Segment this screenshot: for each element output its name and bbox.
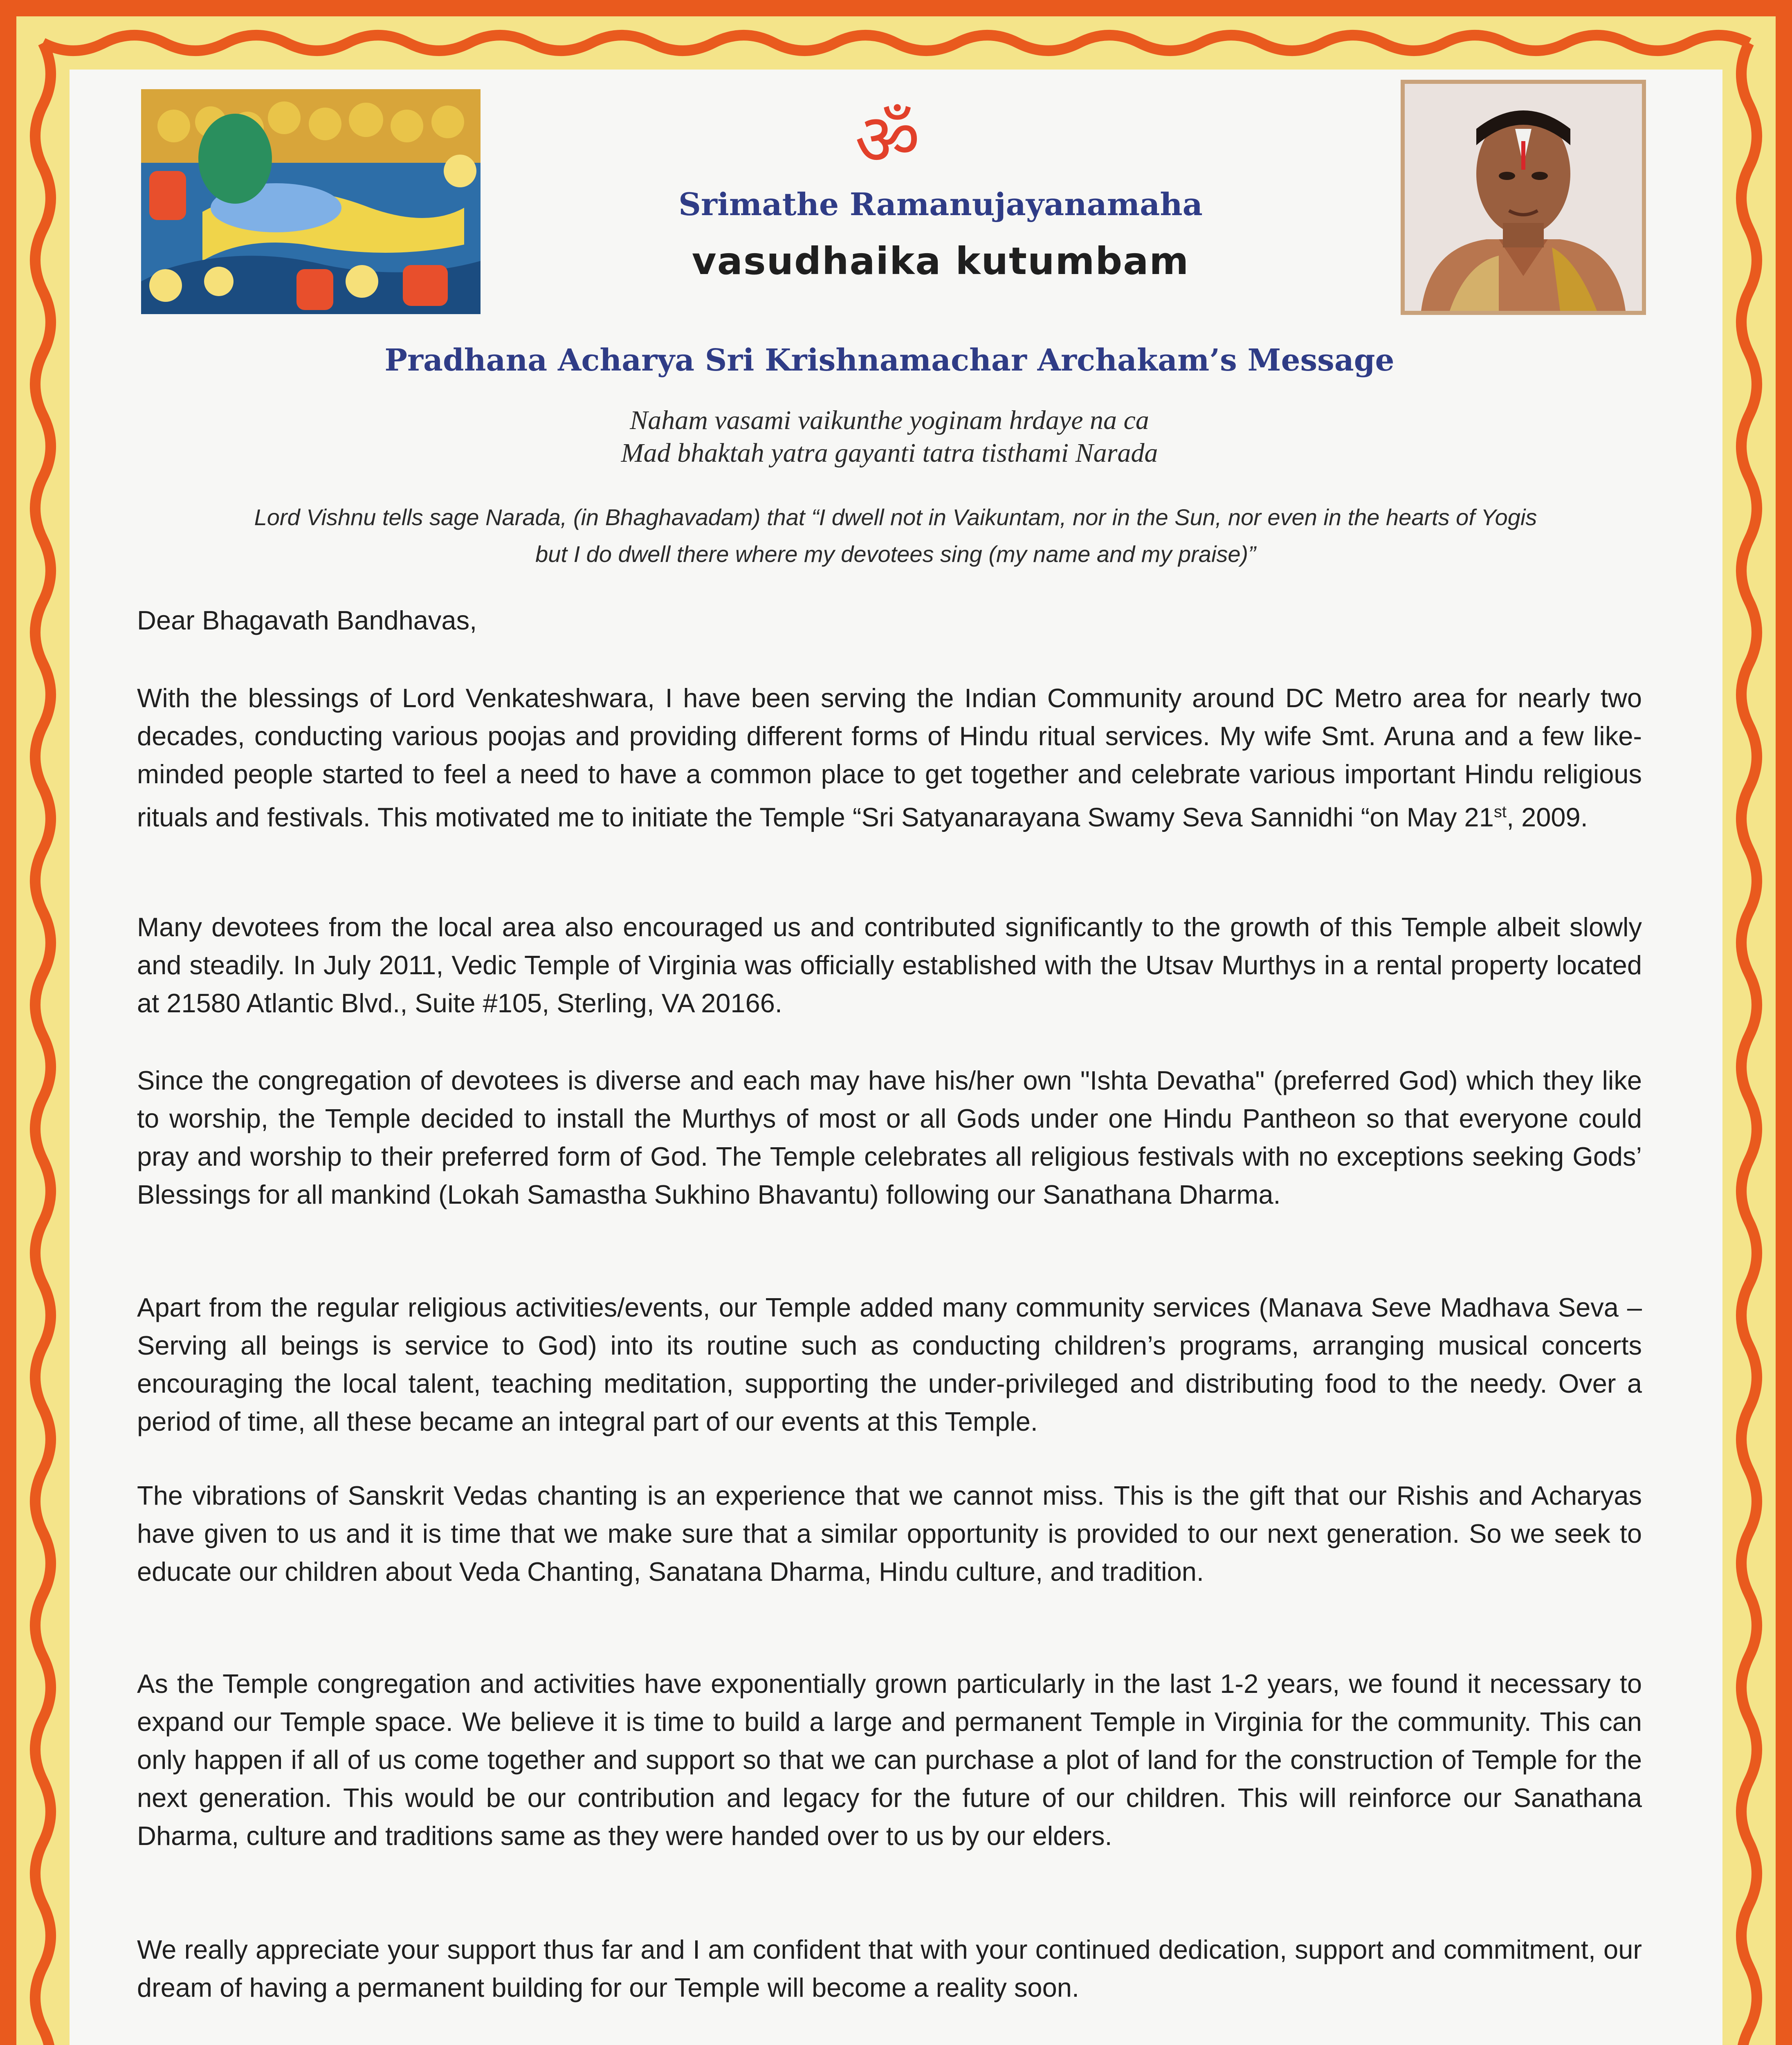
acharya-portrait [1401, 80, 1646, 315]
paragraph-2: Many devotees from the local area also encouraged us and contributed significantly to the growth of this Temple albeit slowly and steadily. In July 2011, Vedic Temple of Virginia was officially established with the Utsav Murthys in a rental property located at 21580 Atlantic Blvd., Suite #105, Sterling, VA 20166. [137, 912, 1642, 1018]
paragraph-1 [137, 679, 1642, 836]
paragraph-1-text: With the blessings of Lord Venkateshwara, I have been serving the Indian Community around DC Metro area for nearly two decades, conducting various poojas and providing different forms of Hindu ritual services. My wife Smt. Aruna and a few like-minded people started to feel a need to have a common place to get together and celebrate various important Hindu religious rituals and festivals. This motivated me to initiate the Temple “Sri Satyanarayana Swamy Seva Sannidhi “on May 21 [137, 683, 1642, 832]
paragraph-4: Apart from the regular religious activities/events, our Temple added many community services (Manava Seve Madhava Seva – Serving all beings is service to God) into its routine such as conducting children’s programs, arranging musical concerts encouraging the local talent, teaching meditation, supporting the under-privileged and distributing food to the needy. Over a period of time, all these became an integral part of our events at this Temple. [137, 1292, 1642, 1436]
salutation: Dear Bhagavath Bandhavas, [137, 605, 477, 635]
translation-line-1: Lord Vishnu tells sage Narada, (in Bhaghavadam) that “I dwell not in Vaikuntam, nor in the Sun, nor even in the hearts of Yogis [254, 504, 1537, 530]
paragraph-1-end: , 2009. [1506, 802, 1588, 832]
verse-line-1: Naham vasami vaikunthe yoginam hrdaye na ca [630, 405, 1149, 435]
deity-image [141, 89, 481, 314]
wave-segment-3 [35, 43, 51, 2045]
paragraph-3: Since the congregation of devotees is diverse and each may have his/her own "Ishta Devatha" (preferred God) which they like to worship, the Temple decided to install the Murthys of most or all Gods under one Hindu Pantheon so that everyone could pray and worship to their preferred form of God. The Temple celebrates all religious festivals with no exceptions seeking Gods’ Blessings for all mankind (Lokah Samastha Sukhino Bhavantu) following our Sanathana Dharma. [137, 1065, 1642, 1209]
paragraph-6: As the Temple congregation and activities have exponentially grown particularly in the last 1-2 years, we found it necessary to expand our Temple space. We believe it is time to build a large and permanent Temple in Virginia for the community. This can only happen if all of us come together and support so that we can purchase a plot of land for the construction of Temple for the next generation. This would be our contribution and legacy for the future of our children. This will reinforce our Sanathana Dharma, culture and traditions same as they were handed over to us by our elders. [137, 1669, 1642, 1851]
paragraph-5: The vibrations of Sanskrit Vedas chanting is an experience that we cannot miss. This is the gift that our Rishis and Acharyas have given to us and it is time that we make sure that a similar opportunity is provided to our next generation. So we seek to educate our children about Veda Chanting, Sanatana Dharma, Hindu culture, and tradition. [137, 1481, 1642, 1587]
translation-line-2: but I do dwell there where my devotees sing (my name and my praise)” [535, 541, 1256, 567]
om-symbol: ॐ [855, 99, 920, 182]
message-title: Pradhana Acharya Sri Krishnamachar Archakam’s Message [384, 343, 1395, 378]
wave-segment-1 [1741, 43, 1757, 2045]
wave-segment-0 [43, 35, 1749, 51]
header-tagline: vasudhaika kutumbam [692, 239, 1190, 283]
paragraph-7: We really appreciate your support thus far and I am confident that with your continued dedication, support and commitment, our dream of having a permanent building for our Temple will become a reality soon. [137, 1935, 1642, 2002]
verse-translation [135, 499, 1656, 573]
header-title: Srimathe Ramanujayanamaha [678, 186, 1203, 222]
paragraph-1-superscript: st [1493, 803, 1507, 821]
verse-line-2: Mad bhaktah yatra gayanti tatra tisthami Narada [621, 438, 1158, 468]
sanskrit-verse [204, 404, 1574, 470]
